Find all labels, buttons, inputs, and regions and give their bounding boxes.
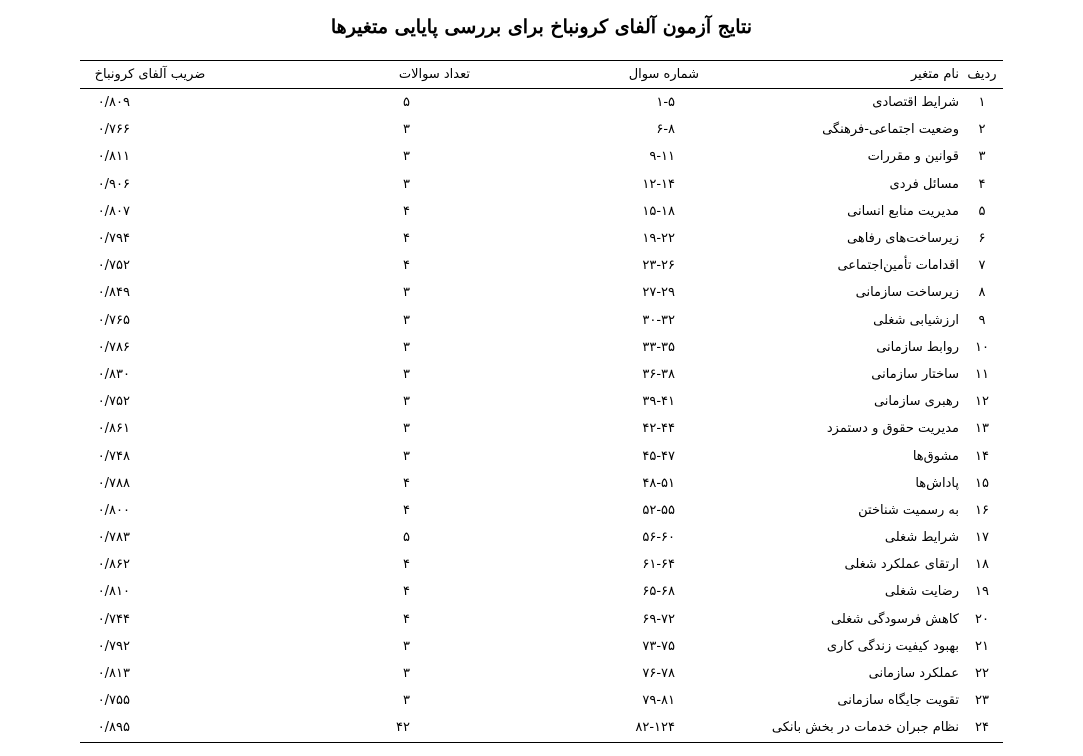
header-variable-name: نام متغیر [699,61,961,89]
cell-question-count: ۳ [403,122,410,138]
table-row [80,497,1003,524]
cell-row-number: ۱۱ [975,366,989,382]
header-question-number: شماره سوال [470,61,699,89]
cell-question-count: ۳ [403,149,410,165]
cell-cronbach-alpha: ۰/۸۶۲ [97,557,130,573]
cell-row-number: ۲۳ [975,693,989,709]
cell-variable-name: قوانین و مقررات [867,149,959,165]
cell-variable-name: رهبری سازمانی [873,394,959,410]
cell-variable-name: شرایط اقتصادی [872,95,959,111]
cell-row-number: ۱۸ [975,557,989,573]
table-row [80,388,1003,415]
cell-cronbach-alpha: ۰/۸۰۹ [97,95,130,111]
table-row [80,171,1003,198]
cell-question-number: ۷۶-۷۸ [642,666,675,682]
cell-question-count: ۴۲ [220,714,470,742]
cell-row-number: ۴ [978,176,986,192]
cell-question-number: ۸۲-۱۲۴ [470,714,699,742]
table-row [80,660,1003,687]
cell-variable-name: نظام جبران خدمات در بخش بانکی [699,714,961,742]
cell-question-count: ۳ [403,448,410,464]
cell-variable-name: زیرساخت سازمانی [855,285,959,301]
cell-question-number: ۶۹-۷۲ [642,611,675,627]
cell-cronbach-alpha: ۰/۷۵۵ [97,693,130,709]
cell-question-count: ۳ [403,366,410,382]
table-row [80,687,1003,714]
cell-variable-name: پاداش‌ها [915,475,959,491]
cell-question-count: ۳ [403,339,410,355]
cell-cronbach-alpha: ۰/۷۶۶ [97,122,130,138]
table-body [80,89,1003,743]
cell-cronbach-alpha: ۰/۷۵۲ [97,258,130,274]
cell-variable-name: روابط سازمانی [876,339,959,355]
cell-question-count: ۴ [403,584,410,600]
cell-question-count: ۵ [403,530,410,546]
table-row [80,334,1003,361]
cell-question-number: ۳۶-۳۸ [642,366,675,382]
table-row [80,143,1003,170]
cell-row-number: ۲۰ [975,611,989,627]
cell-variable-name: مدیریت حقوق و دستمزد [826,421,959,437]
cell-question-count: ۳ [403,421,410,437]
cell-variable-name: اقدامات تأمین‌اجتماعی [837,258,959,274]
table-row [80,252,1003,279]
cell-row-number: ۶ [978,231,986,247]
cell-cronbach-alpha: ۰/۸۱۰ [97,584,130,600]
cell-row-number: ۱۷ [975,530,989,546]
cell-cronbach-alpha: ۰/۷۴۸ [97,448,130,464]
cell-variable-name: مسائل فردی [889,176,959,192]
table-row [80,415,1003,442]
cell-question-number: ۳۹-۴۱ [642,394,675,410]
cell-variable-name: تقویت جایگاه سازمانی [837,693,959,709]
cell-cronbach-alpha: ۰/۸۴۹ [97,285,130,301]
cell-variable-name: مدیریت منابع انسانی [847,203,959,219]
table-row [80,524,1003,551]
cell-question-number: ۶-۸ [656,122,675,138]
table-row [80,307,1003,334]
cell-question-number: ۷۹-۸۱ [642,693,675,709]
cell-variable-name: وضعیت اجتماعی-فرهنگی [822,122,959,138]
cell-cronbach-alpha: ۰/۷۸۶ [97,339,130,355]
cell-question-number: ۹-۱۱ [649,149,675,165]
cell-question-number: ۲۳-۲۶ [642,258,675,274]
cell-question-count: ۳ [403,394,410,410]
cell-row-number: ۷ [978,258,986,274]
cell-question-number: ۲۷-۲۹ [642,285,675,301]
cell-variable-name: عملکرد سازمانی [868,666,959,682]
header-question-count: تعداد سوالات [220,61,470,89]
cell-cronbach-alpha: ۰/۷۸۸ [97,475,130,491]
cell-question-count: ۳ [403,693,410,709]
table-row [80,470,1003,497]
cell-question-number: ۴۵-۴۷ [642,448,675,464]
table-row [80,89,1003,117]
table-row [80,361,1003,388]
cell-question-number: ۱۵-۱۸ [642,203,675,219]
cell-cronbach-alpha: ۰/۸۰۷ [97,203,130,219]
cell-variable-name: زیرساخت‌های رفاهی [847,231,959,247]
table-row [80,198,1003,225]
cell-question-count: ۳ [403,285,410,301]
cell-row-number: ۱۴ [975,448,989,464]
cell-question-count: ۳ [403,176,410,192]
header-row [80,61,1003,89]
cell-question-count: ۴ [403,258,410,274]
cell-cronbach-alpha: ۰/۷۴۴ [97,611,130,627]
cell-question-number: ۵۲-۵۵ [642,502,675,518]
cell-cronbach-alpha: ۰/۹۰۶ [97,176,130,192]
table-row [80,225,1003,252]
cell-cronbach-alpha: ۰/۸۱۳ [97,666,130,682]
cell-row-number: ۸ [978,285,986,301]
cell-question-count: ۴ [403,475,410,491]
table-row [80,714,1003,742]
cell-question-number: ۶۵-۶۸ [642,584,675,600]
cell-question-count: ۳ [403,666,410,682]
table-row [80,442,1003,469]
cell-question-count: ۴ [403,231,410,247]
cell-variable-name: کاهش فرسودگی شغلی [831,611,959,627]
cell-question-number: ۱۲-۱۴ [642,176,675,192]
cell-row-number: ۲۲ [975,666,989,682]
cell-question-count: ۵ [403,95,410,111]
cell-row-number: ۲۱ [975,638,989,654]
cell-variable-name: بهبود کیفیت زندگی کاری [826,638,959,654]
cell-question-number: ۵۶-۶۰ [642,530,675,546]
cell-question-count: ۳ [403,638,410,654]
cell-question-number: ۶۱-۶۴ [642,557,675,573]
cell-cronbach-alpha: ۰/۷۵۲ [97,394,130,410]
cell-cronbach-alpha: ۰/۷۹۴ [97,231,130,247]
cell-variable-name: به رسمیت شناختن [858,502,959,518]
cell-question-number: ۱۹-۲۲ [642,231,675,247]
cell-row-number: ۲۴ [961,714,1003,742]
cell-question-count: ۴ [403,557,410,573]
cell-row-number: ۱ [978,95,986,111]
table-row [80,578,1003,605]
cell-cronbach-alpha: ۰/۸۰۰ [97,502,130,518]
cell-variable-name: شرایط شغلی [884,530,959,546]
table-row [80,551,1003,578]
cell-question-number: ۴۲-۴۴ [642,421,675,437]
cell-variable-name: ارزشیابی شغلی [873,312,959,328]
cell-question-number: ۱-۵ [656,95,675,111]
cell-cronbach-alpha: ۰/۷۸۳ [97,530,130,546]
cell-cronbach-alpha: ۰/۸۶۱ [97,421,130,437]
table-row [80,116,1003,143]
header-row-number: ردیف [961,61,1003,89]
cell-row-number: ۳ [978,149,986,165]
header-cronbach-alpha: ضریب آلفای کرونباخ [80,61,220,89]
cell-cronbach-alpha: ۰/۸۳۰ [97,366,130,382]
cell-row-number: ۱۲ [975,394,989,410]
cell-row-number: ۱۵ [975,475,989,491]
cell-question-number: ۴۸-۵۱ [642,475,675,491]
cell-row-number: ۹ [978,312,986,328]
cell-question-number: ۳۰-۳۲ [642,312,675,328]
table-row [80,279,1003,306]
cell-question-count: ۴ [403,502,410,518]
cell-variable-name: ساختار سازمانی [871,366,959,382]
table-row [80,606,1003,633]
cell-question-count: ۳ [403,312,410,328]
cell-cronbach-alpha: ۰/۷۹۲ [97,638,130,654]
reliability-table [80,60,1003,743]
cell-row-number: ۱۹ [975,584,989,600]
cell-cronbach-alpha: ۰/۷۶۵ [97,312,130,328]
cell-question-count: ۴ [403,203,410,219]
cell-cronbach-alpha: ۰/۸۱۱ [97,149,130,165]
cell-row-number: ۱۶ [975,502,989,518]
cell-row-number: ۱۰ [975,339,989,355]
cell-row-number: ۵ [978,203,986,219]
cell-variable-name: رضایت شغلی [884,584,959,600]
cell-question-number: ۳۳-۳۵ [642,339,675,355]
cell-row-number: ۱۳ [975,421,989,437]
cell-cronbach-alpha: ۰/۸۹۵ [80,714,220,742]
cell-question-number: ۷۳-۷۵ [642,638,675,654]
table-row [80,633,1003,660]
table-title: نتایج آزمون آلفای کرونباخ برای بررسی پایایی متغیرها [330,16,753,38]
cell-row-number: ۲ [978,122,986,138]
cell-variable-name: ارتقای عملکرد شغلی [844,557,959,573]
cell-question-count: ۴ [403,611,410,627]
cell-variable-name: مشوق‌ها [912,448,959,464]
